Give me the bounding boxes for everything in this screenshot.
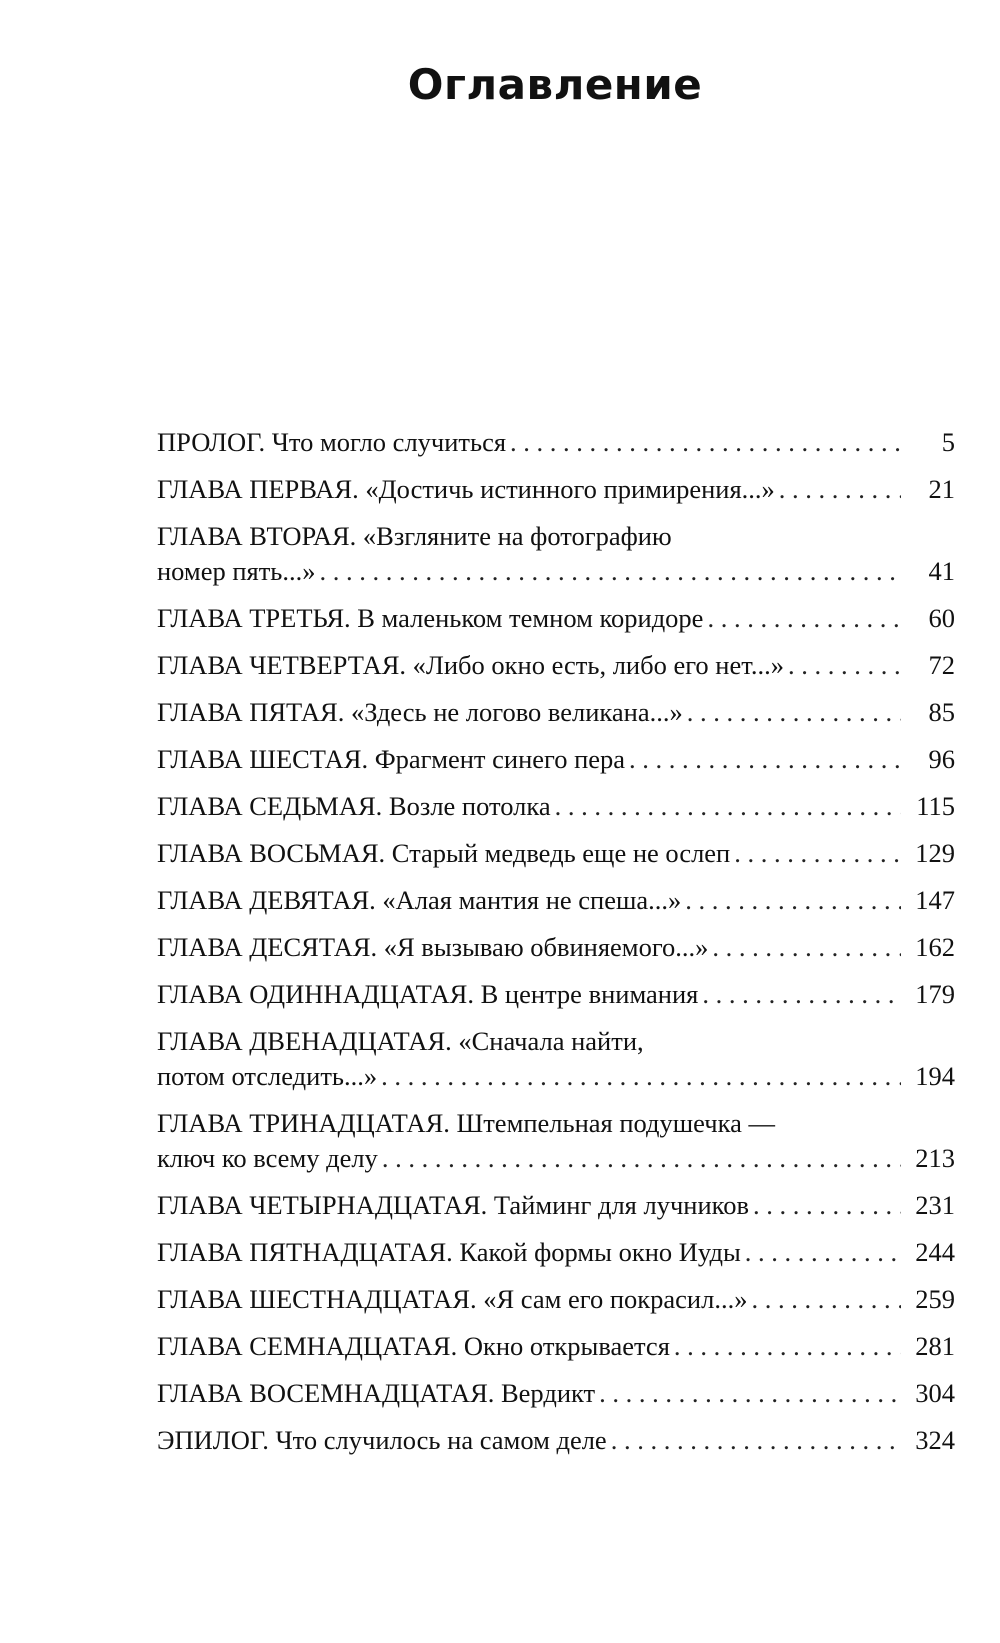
toc-entry-title: ГЛАВА ВОСЬМАЯ. Старый медведь еще не ослеп (157, 838, 731, 868)
toc-entry (157, 930, 955, 965)
dot-leader (703, 601, 901, 636)
toc-entry-title: ГЛАВА ЧЕТВЕРТАЯ. «Либо окно есть, либо его нет...» (157, 650, 784, 680)
toc-entry (157, 1282, 955, 1317)
toc-entry-title: ГЛАВА ВОСЕМНАДЦАТАЯ. Вердикт (157, 1378, 596, 1408)
toc-entry (157, 742, 955, 777)
toc-page-number: 5 (941, 427, 955, 457)
toc-entry (157, 1376, 955, 1411)
dot-leader (551, 789, 901, 824)
toc-entry-title-line1: ГЛАВА ТРИНАДЦАТАЯ. Штемпельная подушечка — (157, 1108, 775, 1138)
toc-entry (157, 1106, 955, 1176)
toc-page-number: 304 (915, 1378, 955, 1408)
dot-leader (749, 1188, 901, 1223)
dot-leader (595, 1376, 901, 1411)
toc-page-number: 41 (928, 556, 955, 586)
toc-page-number: 60 (928, 603, 955, 633)
dot-leader (506, 425, 901, 460)
toc-entry (157, 519, 955, 589)
toc-entry-title: ГЛАВА ПЯТНАДЦАТАЯ. Какой формы окно Иуды (157, 1237, 741, 1267)
toc-page-number: 231 (915, 1190, 955, 1220)
dot-leader (683, 695, 901, 730)
toc-entry-title: ГЛАВА ДЕВЯТАЯ. «Алая мантия не спеша...» (157, 885, 682, 915)
dot-leader (378, 1141, 901, 1176)
toc-entry-title: номер пять...» (157, 556, 316, 586)
toc-page-number: 162 (915, 932, 955, 962)
dot-leader (670, 1329, 901, 1364)
toc-entry (157, 601, 955, 636)
toc-entry (157, 1188, 955, 1223)
dot-leader (775, 472, 901, 507)
toc-entry (157, 977, 955, 1012)
toc-entry-title: ГЛАВА ПЯТАЯ. «Здесь не логово великана...» (157, 697, 683, 727)
toc-page-number: 21 (928, 474, 955, 504)
dot-leader (741, 1235, 901, 1270)
toc-entry-title: ГЛАВА ТРЕТЬЯ. В маленьком темном коридоре (157, 603, 704, 633)
toc-page-number: 96 (928, 744, 955, 774)
toc-entry (157, 472, 955, 507)
toc-entry (157, 789, 955, 824)
toc-entry (157, 1423, 955, 1458)
toc-entry (157, 883, 955, 918)
toc-entry (157, 695, 955, 730)
toc-entry (157, 1235, 955, 1270)
dot-leader (747, 1282, 901, 1317)
toc-page-number: 324 (915, 1425, 955, 1455)
toc-page-number: 259 (915, 1284, 955, 1314)
toc-entry-title-line1: ГЛАВА ДВЕНАДЦАТАЯ. «Сначала найти, (157, 1026, 644, 1056)
toc-entry (157, 648, 955, 683)
toc-page-number: 147 (915, 885, 955, 915)
toc-page-number: 72 (928, 650, 955, 680)
dot-leader (681, 883, 901, 918)
toc-page-number: 129 (915, 838, 955, 868)
toc-entry-title: ГЛАВА ДЕСЯТАЯ. «Я вызываю обвиняемого...» (157, 932, 709, 962)
toc-entry (157, 1329, 955, 1364)
toc-page-number: 179 (915, 979, 955, 1009)
dot-leader (316, 554, 902, 589)
dot-leader (607, 1423, 901, 1458)
page-title: Оглавление (407, 60, 703, 109)
toc-entry-title: ГЛАВА ОДИННАДЦАТАЯ. В центре внимания (157, 979, 699, 1009)
toc-page-number: 115 (916, 791, 955, 821)
toc-entry (157, 425, 955, 460)
toc-entry-title: ПРОЛОГ. Что могло случиться (157, 427, 507, 457)
toc-entry-title: ГЛАВА ШЕСТНАДЦАТАЯ. «Я сам его покрасил...» (157, 1284, 748, 1314)
dot-leader (625, 742, 901, 777)
toc-entry-title: ГЛАВА ПЕРВАЯ. «Достичь истинного примирения...» (157, 474, 775, 504)
dot-leader (784, 648, 901, 683)
toc-entry-title: ЭПИЛОГ. Что случилось на самом деле (157, 1425, 607, 1455)
toc-entry-title: ГЛАВА СЕДЬМАЯ. Возле потолка (157, 791, 551, 821)
toc-page-number: 194 (915, 1061, 955, 1091)
table-of-contents (157, 425, 955, 1470)
toc-entry (157, 836, 955, 871)
toc-page-number: 244 (915, 1237, 955, 1267)
dot-leader (730, 836, 901, 871)
toc-entry-title: потом отследить...» (157, 1061, 378, 1091)
toc-entry-title: ключ ко всему делу (157, 1143, 378, 1173)
toc-entry-title-line1: ГЛАВА ВТОРАЯ. «Взгляните на фотографию (157, 521, 672, 551)
toc-entry-title: ГЛАВА ЧЕТЫРНАДЦАТАЯ. Тайминг для лучников (157, 1190, 749, 1220)
dot-leader (708, 930, 901, 965)
toc-entry (157, 1024, 955, 1094)
toc-entry-title: ГЛАВА СЕМНАДЦАТАЯ. Окно открывается (157, 1331, 670, 1361)
toc-page-number: 281 (915, 1331, 955, 1361)
dot-leader (377, 1059, 901, 1094)
toc-page-number: 85 (928, 697, 955, 727)
toc-entry-title: ГЛАВА ШЕСТАЯ. Фрагмент синего пера (157, 744, 626, 774)
toc-page-number: 213 (915, 1143, 955, 1173)
dot-leader (698, 977, 901, 1012)
